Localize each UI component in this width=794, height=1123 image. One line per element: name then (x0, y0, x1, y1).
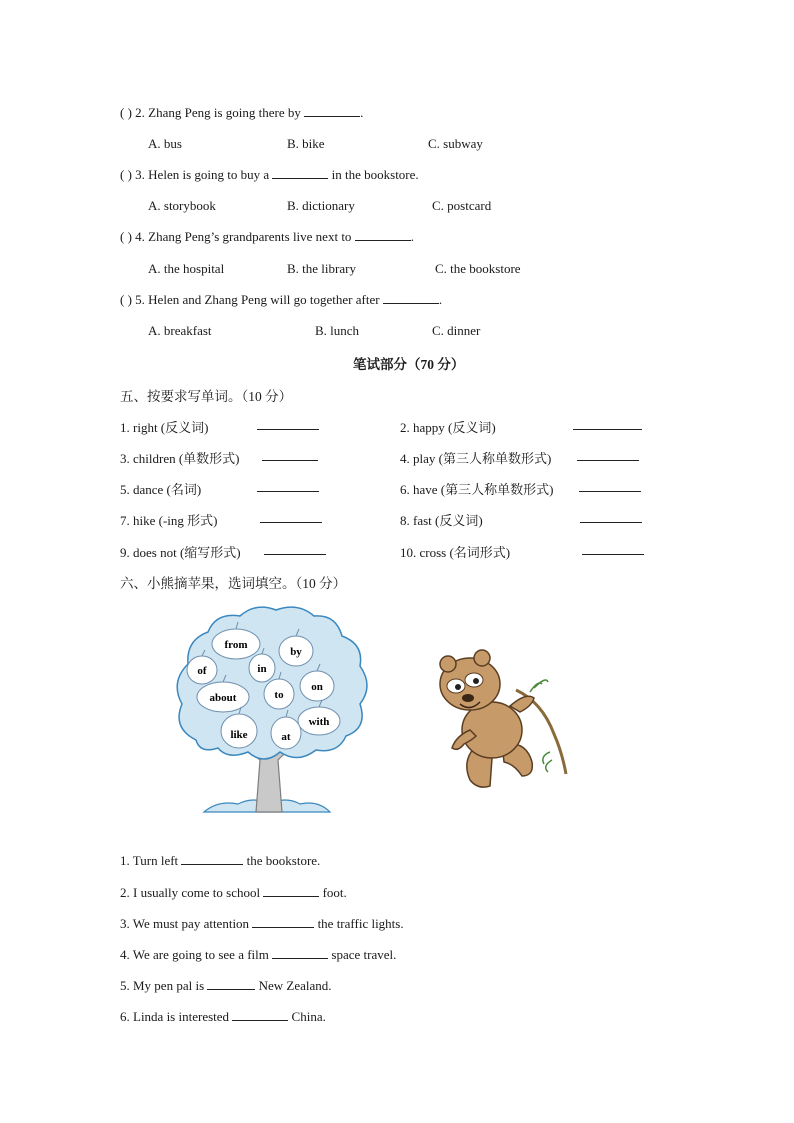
word-item: 5. dance (名词) (120, 482, 202, 497)
apple-word: of (197, 665, 207, 677)
answer-blank[interactable] (232, 1009, 288, 1021)
question-5: ( ) 5. Helen and Zhang Peng will go together after . (120, 292, 443, 307)
answer-blank[interactable] (272, 947, 328, 959)
option-c: C. subway (428, 136, 483, 151)
word-item: 7. hike (-ing 形式) (120, 513, 218, 528)
answer-blank[interactable] (580, 511, 642, 523)
answer-blank[interactable] (577, 449, 639, 461)
apple-word: by (290, 646, 302, 658)
bear-pupil (473, 678, 479, 684)
bear-nose (462, 694, 474, 702)
answer-blank[interactable] (383, 292, 439, 304)
apple-word: from (224, 639, 248, 651)
sentence-5: 5. My pen pal is New Zealand. (120, 978, 332, 993)
section-5-title: 五、按要求写单词。（10 分） (120, 389, 293, 404)
answer-blank[interactable] (260, 511, 322, 523)
option-b: B. dictionary (287, 198, 355, 213)
written-part-title: 笔试部分（70 分） (353, 357, 465, 372)
sentence-4: 4. We are going to see a film space travel. (120, 947, 397, 962)
answer-paren[interactable]: ( ) (120, 229, 132, 244)
word-item: 10. cross (名词形式) (400, 545, 511, 560)
sentence-2: 2. I usually come to school foot. (120, 885, 347, 900)
bear-ear (474, 650, 490, 666)
question-2: ( ) 2. Zhang Peng is going there by . (120, 105, 364, 120)
answer-blank[interactable] (264, 543, 326, 555)
apple-word: in (257, 663, 267, 675)
word-item: 3. children (单数形式) (120, 451, 240, 466)
apple-word: with (308, 716, 330, 728)
apple-word: on (311, 681, 323, 693)
answer-blank[interactable] (573, 418, 642, 430)
answer-blank[interactable] (579, 480, 641, 492)
word-item: 4. play (第三人称单数形式) (400, 451, 552, 466)
answer-blank[interactable] (263, 885, 319, 897)
option-b: B. lunch (315, 323, 360, 338)
answer-paren[interactable]: ( ) (120, 105, 132, 120)
answer-blank[interactable] (257, 480, 319, 492)
option-b: B. bike (287, 136, 325, 151)
apple-tree-illustration (168, 600, 378, 818)
answer-paren[interactable]: ( ) (120, 292, 132, 307)
apple-word: to (274, 689, 284, 701)
bear-illustration (430, 640, 580, 795)
option-a: A. the hospital (148, 261, 225, 276)
apple-word: at (281, 731, 291, 743)
answer-blank[interactable] (262, 449, 318, 461)
option-c: C. the bookstore (435, 261, 521, 276)
answer-blank[interactable] (272, 167, 328, 179)
sentence-3: 3. We must pay attention the traffic lights. (120, 916, 404, 931)
option-a: A. storybook (148, 198, 216, 213)
answer-blank[interactable] (355, 229, 411, 241)
bear-pupil (455, 684, 461, 690)
apple-word: about (209, 692, 237, 704)
option-c: C. dinner (432, 323, 481, 338)
answer-blank[interactable] (582, 543, 644, 555)
question-3: ( ) 3. Helen is going to buy a in the bookstore. (120, 167, 419, 182)
answer-paren[interactable]: ( ) (120, 167, 132, 182)
word-item: 8. fast (反义词) (400, 513, 483, 528)
word-item: 9. does not (缩写形式) (120, 545, 241, 560)
leaf-icon (530, 680, 548, 692)
answer-blank[interactable] (304, 105, 360, 117)
section-6-title: 六、小熊摘苹果，选词填空。（10 分） (120, 576, 347, 591)
question-4: ( ) 4. Zhang Peng’s grandparents live next to . (120, 229, 414, 244)
word-item: 1. right (反义词) (120, 420, 209, 435)
sentence-1: 1. Turn left the bookstore. (120, 853, 321, 868)
option-b: B. the library (287, 261, 356, 276)
leaf-icon (543, 752, 552, 772)
word-item: 6. have (第三人称单数形式) (400, 482, 554, 497)
word-item: 2. happy (反义词) (400, 420, 496, 435)
apple-word: like (230, 729, 248, 741)
option-a: A. bus (148, 136, 182, 151)
answer-blank[interactable] (181, 853, 243, 865)
option-a: A. breakfast (148, 323, 212, 338)
answer-blank[interactable] (257, 418, 319, 430)
answer-blank[interactable] (207, 978, 255, 990)
sentence-6: 6. Linda is interested China. (120, 1009, 326, 1024)
bear-ear (440, 656, 456, 672)
option-c: C. postcard (432, 198, 492, 213)
answer-blank[interactable] (252, 916, 314, 928)
